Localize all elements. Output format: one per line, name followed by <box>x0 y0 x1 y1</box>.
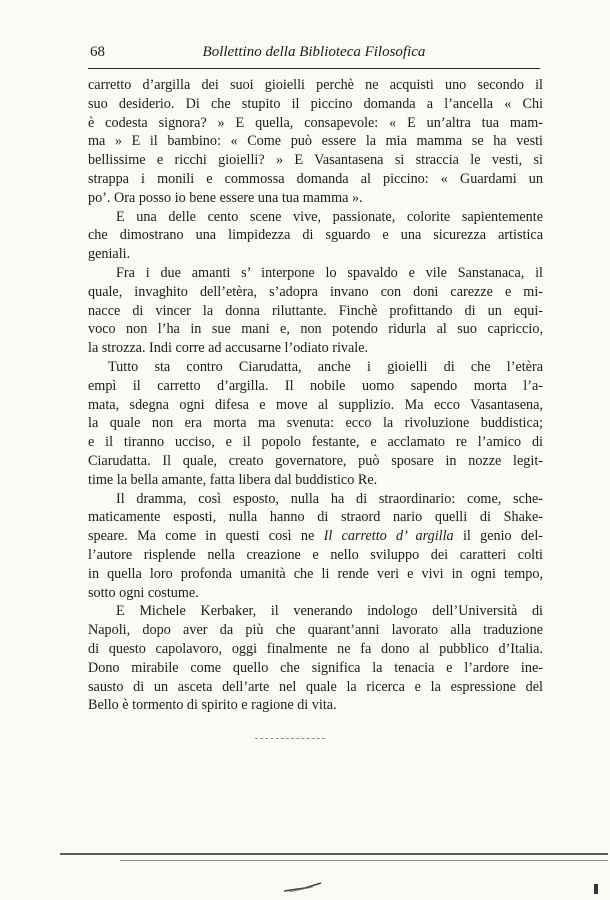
text-line: la quale non era morta ma svenuta: ecco la rivoluzione buddistica; <box>88 415 543 432</box>
scan-edge-line-secondary <box>120 860 608 861</box>
text-line: che dimostrano una limpidezza di sguardo e una sicurezza artistica <box>88 227 543 244</box>
text-line: Dono mirabile come quello che significa la tenacia e l’ardore ine- <box>88 659 543 676</box>
header-rule <box>88 68 540 69</box>
text-line: bellissime e ricchi gioielli? » E Vasantasena si straccia le vesti, si <box>88 152 543 169</box>
text-line: sausto di un asceta dell’arte nel quale la ricerca e la espressione del <box>88 678 543 695</box>
running-title: Bollettino della Biblioteca Filosofica <box>202 44 426 60</box>
text-line: in quella loro profonda umanità che li rende veri e vivi in ogni tempo, <box>88 565 543 582</box>
scan-corner-mark <box>594 884 598 894</box>
text-line: Il dramma, così esposto, nulla ha di straordinario: come, sche- <box>116 490 543 507</box>
page-number: 68 <box>90 44 105 60</box>
text-line: time la bella amante, fatta libera dal buddistico Re. <box>88 471 378 488</box>
text-line: empì il carretto d’argilla. Il nobile uomo sapendo morta l’a- <box>88 377 543 394</box>
text-line: Ciarudatta. Il quale, creato governatore, può sposare in nozze legit- <box>88 452 543 469</box>
text-line: E Michele Kerbaker, il venerando indologo dell’Università di <box>116 603 543 620</box>
text-line: po’. Ora posso io bene essere una tua mamma ». <box>88 189 363 206</box>
text-line: Tutto sta contro Ciarudatta, anche i gioielli di che l’etèra <box>108 358 543 375</box>
text-line: quale, invaghito dell’etèra, s’adopra invano con doni carezze e mi- <box>88 283 543 300</box>
text-line: sotto ogni costume. <box>88 584 199 601</box>
text-line: e il tiranno ucciso, e il popolo festante, e acclamato re l’amico di <box>88 434 543 451</box>
text-line: l’autore risplende nella creazione e nello sviluppo dei caratteri colti <box>88 546 543 563</box>
text-line: suo desiderio. Di che stupito il piccino domanda a l’ancella « Chi <box>88 95 543 112</box>
text-line: geniali. <box>88 246 131 263</box>
text-line: strappa i monili e commossa domanda al piccino: « Guardami un <box>88 170 543 187</box>
scan-edge-line <box>60 853 608 855</box>
text-line: speare. Ma come in questi così ne Il carretto d’ argilla il genio del- <box>88 528 543 545</box>
text-line: E una delle cento scene vive, passionate, colorite sapientemente <box>116 208 543 225</box>
section-end-rule <box>255 738 325 739</box>
text-line: la strozza. Indi corre ad accusarne l’odiato rivale. <box>88 340 369 357</box>
work-title: Il carretto d’ argilla <box>323 528 454 545</box>
text-line: voco non l’ha in sue mani e, non potendo ridurla al suo capriccio, <box>88 321 543 338</box>
text-line: carretto d’argilla dei suoi gioielli perchè ne acquisti uno secondo il <box>88 77 543 93</box>
text-line: Bello è tormento di spirito e ragione di vita. <box>88 697 337 714</box>
text-line: maticamente esposti, nulla hanno di straord nario quelli di Shake- <box>88 509 543 526</box>
text-line: è codesta signora? » E quella, consapevole: « E un’altra tua mam- <box>88 114 543 131</box>
text-line: Napoli, dopo aver da più che quarant’anni lavorato alla traduzione <box>88 622 543 639</box>
page-header <box>88 36 540 62</box>
text-line: di questo capolavoro, oggi finalmente ne fa dono al pubblico d’Italia. <box>88 640 543 657</box>
text-line: mata, sdegna ogni difesa e move al supplizio. Ma ecco Vasantasena, <box>88 396 543 413</box>
text-line: Fra i due amanti s’ interpone lo spavaldo e vile Sanstanaca, il <box>116 264 543 281</box>
text-line: nacce di vincer la donna riluttante. Finchè profittando di un equi- <box>88 302 543 319</box>
text-line: ma » E il bambino: « Come può essere la mia mamma se ha vesti <box>88 133 543 150</box>
article-body <box>88 76 543 715</box>
scan-smudge-mark <box>283 881 323 893</box>
